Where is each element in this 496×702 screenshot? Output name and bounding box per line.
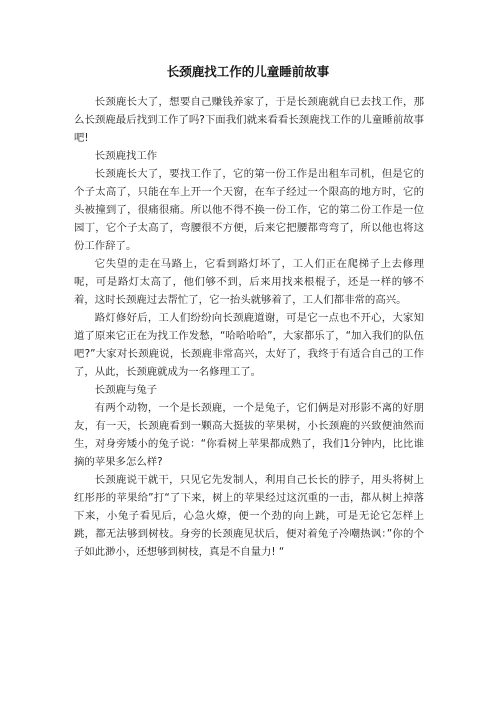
story-paragraph: 长颈鹿长大了，要找工作了，它的第一份工作是出租车司机，但是它的个子太高了，只能在车上开一个天窗，在车子经过一个限高的地方时，它的头被撞到了，很痛很痛。所以他不得不换一份工作，它的第二份工作是一位园丁，它个子太高了，弯腰很不方便，后来它把腰都弯弯了，所以他也将这份工作辞了。: [74, 168, 424, 252]
document-title: 长颈鹿找工作的儿童睡前故事: [166, 64, 330, 79]
story-paragraph: 有两个动物，一个是长颈鹿，一个是兔子，它们俩是对形影不离的好朋友，有一天，长颈鹿看到一颗高大挺拔的苹果树，小长颈鹿的兴致便油然而生，对身旁矮小的兔子说：“你看树上苹果都成熟了，我们1分钟内，比比谁摘的苹果多怎么样?: [74, 402, 424, 468]
section-heading-rabbit: 长颈鹿与兔子: [94, 384, 158, 396]
story-paragraph: 路灯修好后，工人们纷纷向长颈鹿道谢，可是它一点也不开心，大家知道了原来它正在为找工作发愁，“哈哈哈哈”，大家都乐了，“加入我们的队伍吧?”大家对长颈鹿说，长颈鹿非常高兴，太好了，我终于有适合自己的工作了，从此，长颈鹿就成为一名修理工了。: [74, 312, 424, 378]
document-body: [74, 93, 424, 561]
section-heading-find-job: 长颈鹿找工作: [94, 150, 158, 162]
story-paragraph: 它失望的走在马路上，它看到路灯坏了，工人们正在爬梯子上去修理呢，可是路灯太高了，他们够不到，后来用找来根棍子，还是一样的够不着，这时长颈鹿过去帮忙了，它一抬头就够着了，工人们都非常的高兴。: [74, 258, 424, 306]
intro-paragraph: 长颈鹿长大了，想要自己赚钱养家了，于是长颈鹿就自已去找工作，那么长颈鹿最后找到工作了吗?下面我们就来看看长颈鹿找工作的儿童睡前故事吧!: [74, 96, 424, 144]
story-paragraph: 长颈鹿说干就干，只见它先发制人，利用自己长长的脖子，用头将树上红彤彤的苹果给”打“了下来，树上的苹果经过这沉重的一击，都从树上掉落下来，小兔子看见后，心急火燎，便一个劲的向上跳，可是无论它怎样上跳，都无法够到树枝。身旁的长颈鹿见状后，便对着兔子冷嘲热讽：”你的个子如此渺小，还想够到树枝，真是不自量力! “: [74, 474, 424, 558]
